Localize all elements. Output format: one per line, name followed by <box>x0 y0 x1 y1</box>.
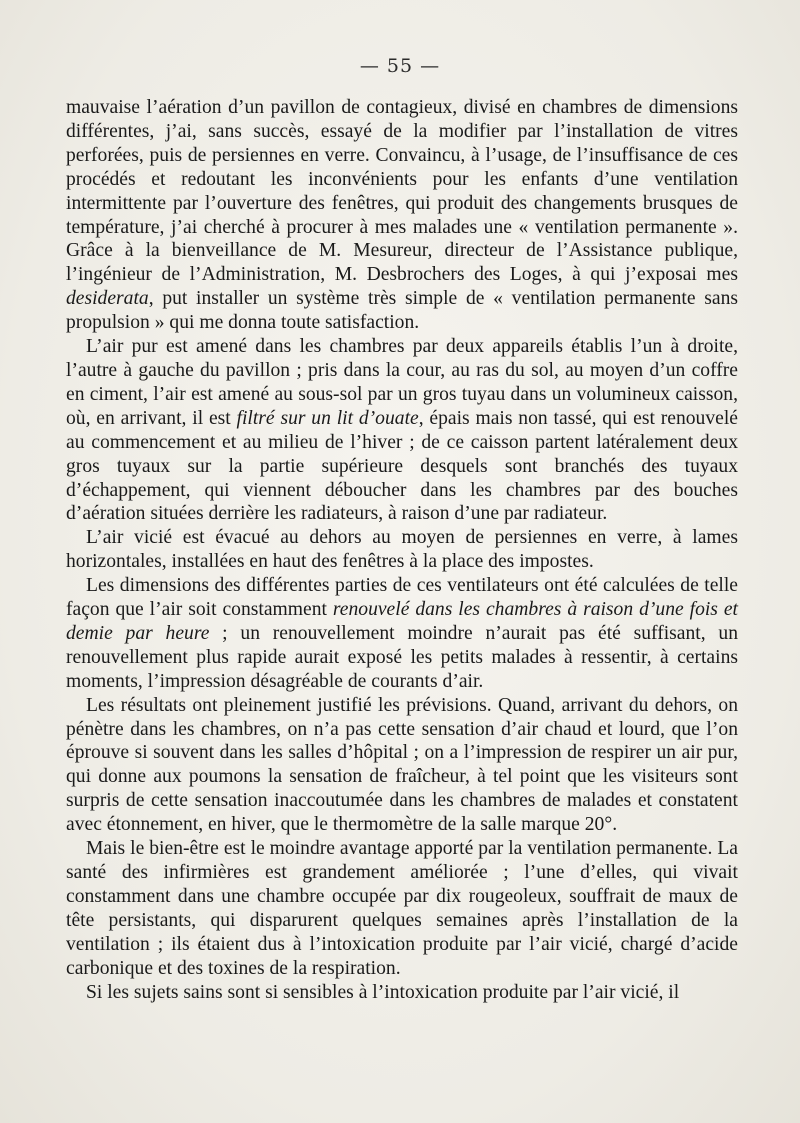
paragraph-p7 <box>66 981 738 1005</box>
text-segment: Mais le bien-être est le moindre avantage apporté par la ventilation permanente. La santé des infirmières est grandement améliorée ; l’une d’elles, qui vivait constamment dans une chambre occupée par dix rougeoleux, souffrait de maux de tête persistants, qui disparurent quelques semaines après l’installation de la ventilation ; ils étaient dus à l’intoxication produite par l’air vicié, chargé d’acide carbonique et des toxines de la respiration. <box>66 838 738 979</box>
text-segment: Les dimensions des différentes parties de ces ventilateurs ont été calculées de telle façon que l’air soit constamment <box>66 575 738 621</box>
text-segment: Les résultats ont pleinement justifié les prévisions. Quand, arrivant du dehors, on pénètre dans les chambres, on n’a pas cette sensation d’air chaud et lourd, que l’on éprouve si souvent dans les salles d’hôpital ; on a l’impression de respirer un air pur, qui donne aux poumons la sensation de fraîcheur, à tel point que les visiteurs sont surpris de cette sensation inaccoutumée dans les chambres de malades et constatent avec étonnement, en hiver, que le thermomètre de la salle marque 20°. <box>66 694 738 836</box>
text-segment: L’air pur est amené dans les chambres par deux appareils établis l’un à droite, l’autre à gauche du pavillon ; pris dans la cour, au ras du sol, au moyen d’un coffre en ciment, l’air est amené au sous-sol par un gros tuyau dans un volumineux caisson, où, en arrivant, il est <box>66 336 738 429</box>
text-segment: Si les sujets sains sont si sensibles à l’intoxication produite par l’air vicié, il <box>86 981 680 1003</box>
italic-text: renouvelé dans les chambres à raison d’une fois et demie par heure <box>66 599 739 644</box>
paragraph-p3 <box>66 526 738 574</box>
paragraph-p1 <box>66 96 738 335</box>
paragraph-p6 <box>66 837 738 980</box>
text-segment: L’air vicié est évacué au dehors au moyen de persiennes en verre, à lames horizontales, installées en haut des fenêtres à la place des impostes. <box>66 527 738 573</box>
italic-text: desiderata <box>66 288 149 310</box>
body-text <box>66 96 738 1004</box>
italic-text: filtré sur un lit d’ouate <box>236 407 419 429</box>
paragraph-p5 <box>66 694 738 837</box>
text-segment: mauvaise l’aération d’un pavillon de contagieux, divisé en chambres de dimensions différentes, j’ai, sans succès, essayé de la modifier par l’installation de vitres perforées, puis de persiennes en verre. Convaincu, à l’usage, de l’insuffisance de ces procédés et redoutant les inconvénients pour les enfants d’une ventilation intermittente par l’ouverture des fenêtres, qui produit des changements brusques de température, j’ai cherché à procurer à mes malades une « ventilation permanente ». Grâce à la bienveillance de M. Mesureur, directeur de l’Assistance publique, l’ingénieur de l’Administration, M. Desbrochers des Loges, à qui j’exposai mes <box>66 97 738 286</box>
paragraph-p2 <box>66 335 738 526</box>
page-number: — 55 — <box>359 55 441 77</box>
text-segment: , put installer un système très simple de « ventilation permanente sans propulsion » qui me donna toute satisfaction. <box>66 288 738 334</box>
text-segment: , épais mais non tassé, qui est renouvelé au commencement et au milieu de l’hiver ; de ce caisson partent latéralement deux gros tuyaux sur la partie supérieure desquels sont branchés des tuyaux d’échappement, qui viennent déboucher dans les chambres par des bouches d’aération situées derrière les radiateurs, à raison d’une par radiateur. <box>66 407 738 525</box>
text-segment: ; un renouvellement moindre n’aurait pas été suffisant, un renouvellement plus rapide aurait exposé les petits malades à ressentir, à certains moments, l’impression désagréable de courants d’air. <box>66 622 738 692</box>
paragraph-p4 <box>66 574 738 694</box>
